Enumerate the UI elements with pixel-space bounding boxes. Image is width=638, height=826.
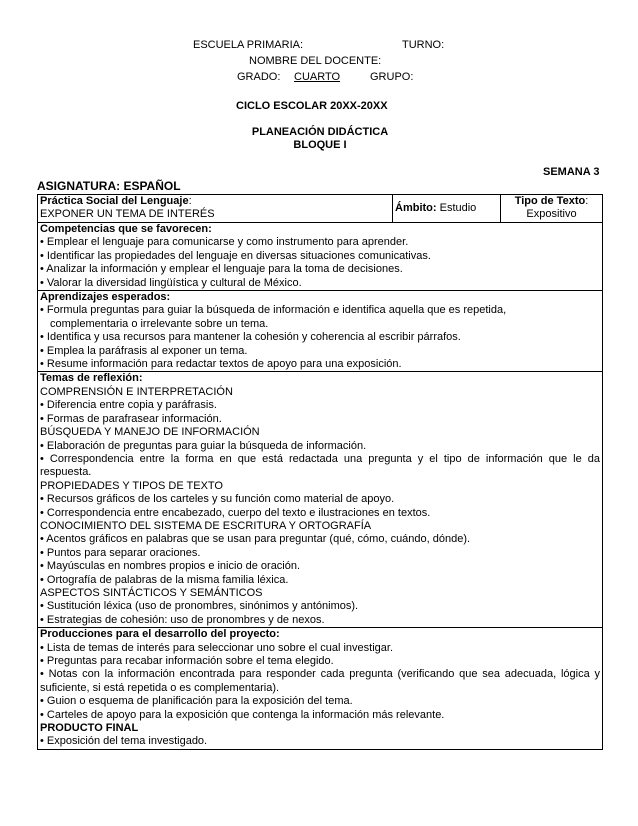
list-item: • Identificar las propiedades del lenguaje en diversas situaciones comunicativas. [40, 249, 431, 262]
list-item: • Correspondencia entre encabezado, cuerpo del texto e ilustraciones en textos. [40, 506, 431, 519]
list-item: • Lista de temas de interés para seleccionar uno sobre el cual investigar. [40, 641, 393, 654]
planeacion-title: PLANEACIÓN DIDÁCTICA [251, 126, 389, 138]
list-item: • Emplear el lenguaje para comunicarse y como instrumento para aprender. [40, 236, 409, 249]
list-item: • Carteles de apoyo para la exposición que contenga la información más relevante. [40, 708, 445, 721]
top-row [38, 195, 603, 223]
temas-title: Temas de reflexión: [40, 372, 143, 385]
list-item: • Valorar la diversidad lingüística y cultural de México. [40, 276, 302, 289]
aprendizajes-row [38, 291, 603, 372]
temas-cell [38, 372, 603, 628]
list-item: • Preguntas para recabar información sobre el tema elegido. [40, 655, 334, 667]
list-item: • Acentos gráficos en palabras que se usan para preguntar (qué, cómo, cuándo, dónde). [40, 533, 471, 546]
list-item: • Notas con la información encontrada para responder cada pregunta (verificando que sea adecuada, lógica y suficiente, si está repetida o es complementaria). [40, 668, 600, 694]
competencias-title: Competencias que se favorecen: [40, 223, 212, 235]
ambito-value: Estudio [439, 201, 477, 214]
list-item: • Estrategias de cohesión: uso de pronombres y de nexos. [40, 613, 325, 626]
tipo-label: Tipo de Texto [514, 195, 586, 207]
list-item: • Formas de parafrasear información. [40, 412, 222, 425]
tipo-cell: Tipo de Texto: Expositivo [501, 195, 603, 223]
producciones-cell [38, 628, 603, 750]
ambito-label: Ámbito: [395, 201, 437, 214]
list-item: • Sustitución léxica (uso de pronombres, sinónimos y antónimos). [40, 600, 359, 613]
tipo-value: Expositivo [526, 208, 577, 221]
planning-table [37, 194, 603, 750]
list-item: • Ortografía de palabras de la misma familia léxica. [40, 573, 289, 586]
list-item: • Emplea la paráfrasis al exponer un tema. [40, 344, 248, 357]
grado-label: GRADO: [237, 71, 281, 83]
ciclo-escolar: CICLO ESCOLAR 20XX-20XX [236, 100, 388, 112]
list-item: • Exposición del tema investigado. [40, 735, 208, 748]
competencias-cell [38, 223, 603, 291]
subheading: PROPIEDADES Y TIPOS DE TEXTO [40, 479, 223, 492]
bloque-title: BLOQUE I [293, 139, 347, 151]
competencias-row [38, 223, 603, 291]
grupo-label: GRUPO: [370, 71, 414, 83]
aprendizajes-title: Aprendizajes esperados: [40, 291, 171, 304]
list-item: • Resume información para redactar textos de apoyo para una exposición. [40, 358, 402, 371]
temas-row [38, 372, 603, 628]
producto-final-title: PRODUCTO FINAL [40, 722, 139, 735]
aprendizajes-cell [38, 291, 603, 372]
list-item: • Recursos gráficos de los carteles y su función como material de apoyo. [40, 493, 395, 506]
subheading: CONOCIMIENTO DEL SISTEMA DE ESCRITURA Y ORTOGRAFÍA [40, 519, 372, 532]
list-item: complementaria o irrelevante sobre un tema. [50, 317, 269, 330]
list-item: • Guion o esquema de planificación para la exposición del tema. [40, 695, 353, 708]
list-item: • Formula preguntas para guiar la búsqueda de información e identifica aquella que es repetida, [40, 304, 507, 317]
list-item: • Mayúsculas en nombres propios e inicio de oración. [40, 560, 301, 573]
grado-value: CUARTO [294, 71, 341, 83]
list-item: • Puntos para separar oraciones. [40, 546, 201, 559]
escuela-label: ESCUELA PRIMARIA: [193, 39, 304, 51]
turno-label: TURNO: [402, 39, 445, 51]
producciones-title: Producciones para el desarrollo del proyecto: [40, 628, 280, 641]
asignatura-label: ASIGNATURA: ESPAÑOL [37, 179, 181, 193]
list-item: • Diferencia entre copia y paráfrasis. [40, 399, 217, 412]
subheading: ASPECTOS SINTÁCTICOS Y SEMÁNTICOS [40, 586, 263, 599]
semana-label: SEMANA 3 [543, 166, 600, 178]
list-item: • Elaboración de preguntas para guiar la búsqueda de información. [40, 439, 367, 452]
practica-value: EXPONER UN TEMA DE INTERÉS [40, 208, 215, 221]
practica-cell: Práctica Social del Lenguaje: EXPONER UN TEMA DE INTERÉS [38, 195, 393, 223]
ambito-cell [393, 195, 501, 223]
subheading: BÚSQUEDA Y MANEJO DE INFORMACIÓN [40, 426, 260, 439]
producciones-row [38, 628, 603, 750]
list-item: • Identifica y usa recursos para mantener la cohesión y coherencia al escribir párrafos. [40, 331, 461, 344]
docente-label: NOMBRE DEL DOCENTE: [249, 55, 382, 67]
practica-label: Práctica Social del Lenguaje [40, 195, 189, 207]
list-item: • Analizar la información y emplear el lenguaje para la toma de decisiones. [40, 263, 403, 276]
subheading: COMPRENSIÓN E INTERPRETACIÓN [40, 385, 233, 398]
list-item: • Correspondencia entre la forma en que está redactada una pregunta y el tipo de información que le da respuesta. [40, 452, 600, 479]
